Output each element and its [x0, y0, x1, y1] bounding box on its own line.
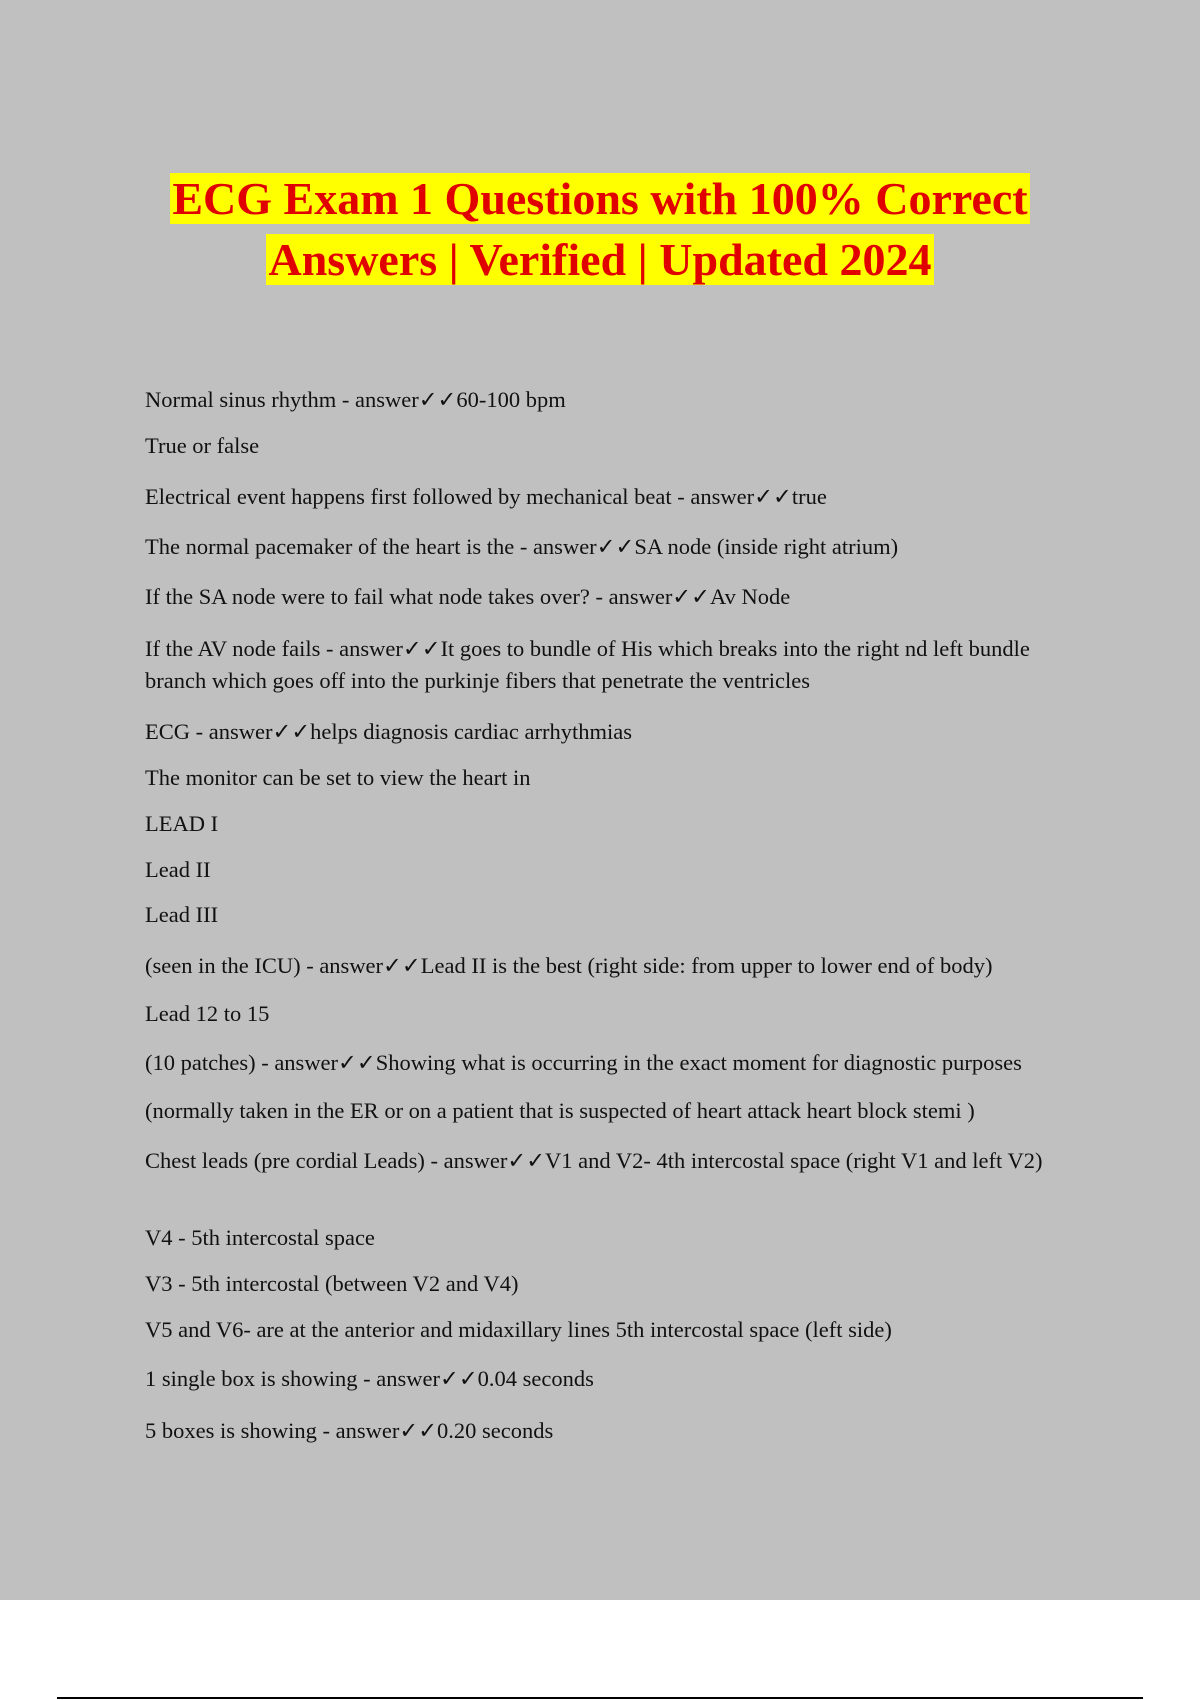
- text-line: V3 - 5th intercostal (between V2 and V4): [145, 1271, 519, 1296]
- text-line: Lead 12 to 15: [145, 1001, 270, 1026]
- text-line: Electrical event happens first followed by mechanical beat - answer✓✓true: [145, 484, 827, 509]
- text-line: (normally taken in the ER or on a patient that is suspected of heart attack heart block stemi ): [145, 1098, 975, 1123]
- text-line: (seen in the ICU) - answer✓✓Lead II is the best (right side: from upper to lower end of body): [145, 953, 993, 978]
- text-line: The monitor can be set to view the heart in: [145, 765, 531, 790]
- text-line: 5 boxes is showing - answer✓✓0.20 seconds: [145, 1418, 554, 1443]
- title-line-2: Answers | Verified | Updated 2024: [268, 234, 932, 285]
- text-line: If the AV node fails - answer✓✓It goes to bundle of His which breaks into the right nd left bundle branch which goes off into the purkinje fibers that penetrate the ventricles: [145, 636, 1030, 693]
- text-line: Chest leads (pre cordial Leads) - answer✓✓V1 and V2- 4th intercostal space (right V1 and left V2): [145, 1148, 1043, 1173]
- text-line: V4 - 5th intercostal space: [145, 1225, 375, 1250]
- footer-divider: [57, 1697, 1143, 1699]
- text-line: True or false: [145, 433, 260, 458]
- text-line: 1 single box is showing - answer✓✓0.04 seconds: [145, 1366, 594, 1391]
- document-title: [0, 168, 1200, 290]
- text-line: Normal sinus rhythm - answer✓✓60-100 bpm: [145, 387, 566, 412]
- text-line: V5 and V6- are at the anterior and midaxillary lines 5th intercostal space (left side): [145, 1317, 892, 1342]
- text-line: The normal pacemaker of the heart is the - answer✓✓SA node (inside right atrium): [145, 534, 899, 559]
- text-line: If the SA node were to fail what node takes over? - answer✓✓Av Node: [145, 584, 791, 609]
- text-line: (10 patches) - answer✓✓Showing what is occurring in the exact moment for diagnostic purposes: [145, 1050, 1022, 1075]
- text-line: ECG - answer✓✓helps diagnosis cardiac arrhythmias: [145, 719, 632, 744]
- title-line-1: ECG Exam 1 Questions with 100% Correct: [172, 173, 1028, 224]
- text-line: Lead II: [145, 857, 211, 882]
- text-line: Lead III: [145, 902, 219, 927]
- text-line: LEAD I: [145, 811, 219, 836]
